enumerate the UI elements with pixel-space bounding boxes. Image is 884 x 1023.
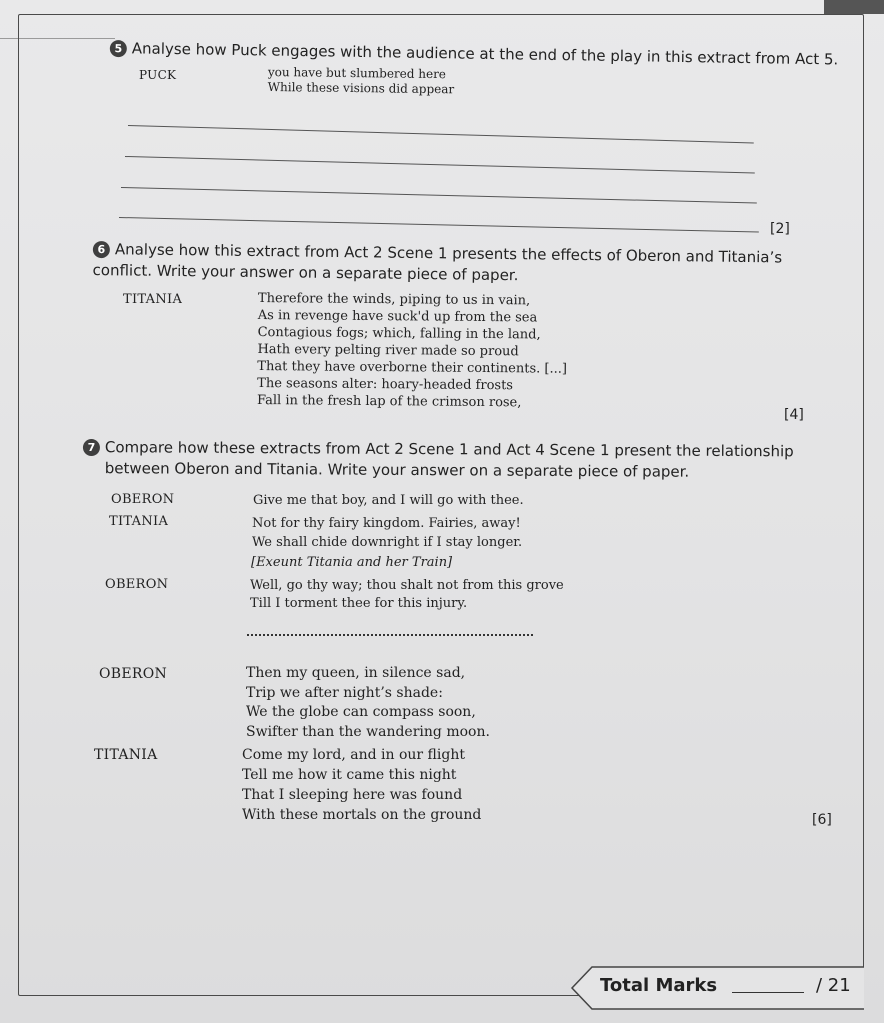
q7-line: Swifter than the wandering moon. (246, 723, 490, 740)
q7-titania-lines (252, 514, 522, 552)
q6-extract (257, 290, 568, 412)
question-6-text-line1: Analyse how this extract from Act 2 Scene 1 presents the effects of Oberon and Titania’s (114, 240, 783, 267)
q5-extract (268, 65, 455, 97)
question-6-text-line2: conflict. Write your answer on a separate piece of paper. (92, 260, 519, 285)
q6-marks: [4] (784, 407, 804, 423)
q7-marks: [6] (812, 812, 832, 828)
q7-line: Well, go thy way; thou shalt not from this grove (250, 578, 564, 593)
question-7-prompt (83, 437, 794, 483)
q6-line: Hath every pelting river made so proud (257, 341, 519, 360)
question-7-number: 7 (83, 439, 100, 456)
q7-oberon-extract2 (246, 664, 490, 742)
q7-line: We shall chide downright if I stay longer. (252, 535, 523, 550)
q6-line: That they have overborne their continents. [...] (257, 358, 568, 377)
q7-speaker-titania: TITANIA (94, 747, 158, 763)
q7-line: That I sleeping here was found (242, 787, 463, 803)
q6-speaker: TITANIA (123, 292, 183, 307)
q7-line: Give me that boy, and I will go with thee. (253, 493, 524, 508)
stage-direction: [Exeunt Titania and her Train] (251, 555, 453, 570)
question-7-text-line1: Compare how these extracts from Act 2 Scene 1 and Act 4 Scene 1 present the relationship (104, 438, 794, 461)
q7-line: Then my queen, in silence sad, (246, 665, 466, 681)
q7-line: Till I torment thee for this injury. (250, 596, 468, 611)
q6-line: Contagious fogs; which, falling in the land, (257, 324, 541, 343)
q7-speaker-oberon: OBERON (99, 666, 168, 682)
q7-line: Come my lord, and in our flight (242, 747, 465, 763)
q7-line: We the globe can compass soon, (246, 704, 476, 720)
q6-line: The seasons alter: hoary-headed frosts (257, 375, 514, 394)
q7-line: Trip we after night’s shade: (246, 684, 443, 701)
q5-marks: [2] (770, 221, 790, 237)
question-7-text-line2: between Oberon and Titania. Write your answer on a separate piece of paper. (104, 459, 690, 481)
q5-speaker: PUCK (139, 68, 177, 82)
q6-line: Therefore the winds, piping to us in vain, (257, 290, 531, 309)
q6-line: Fall in the fresh lap of the crimson rose, (256, 392, 522, 411)
q6-line: As in revenge have suck'd up from the sea (257, 307, 538, 326)
q7-oberon-lines (250, 577, 564, 613)
q7-line: Tell me how it came this night (242, 767, 457, 783)
q5-line: you have but slumbered here (267, 65, 447, 82)
question-6-prompt (92, 239, 782, 289)
q7-line: With these mortals on the ground (242, 807, 482, 823)
q7-speaker-oberon: OBERON (105, 577, 169, 592)
total-marks-score: / 21 (816, 975, 851, 996)
total-marks-label: Total Marks (600, 975, 718, 996)
q7-speaker-titania: TITANIA (109, 514, 169, 529)
q7-speaker-oberon: OBERON (111, 492, 175, 507)
total-marks-blank[interactable] (732, 992, 804, 993)
q5-line: While these visions did appear (267, 79, 455, 97)
question-5-text: Analyse how Puck engages with the audience at the end of the play in this extract from Act 5. (131, 39, 839, 69)
question-6-number: 6 (93, 241, 110, 258)
question-5-number: 5 (110, 40, 127, 57)
q7-line: Not for thy fairy kingdom. Fairies, away! (252, 516, 521, 531)
page-corner-shadow (824, 0, 884, 14)
total-marks-box (570, 966, 864, 1010)
q7-titania-extract2 (242, 745, 481, 825)
extract-separator (247, 634, 533, 636)
